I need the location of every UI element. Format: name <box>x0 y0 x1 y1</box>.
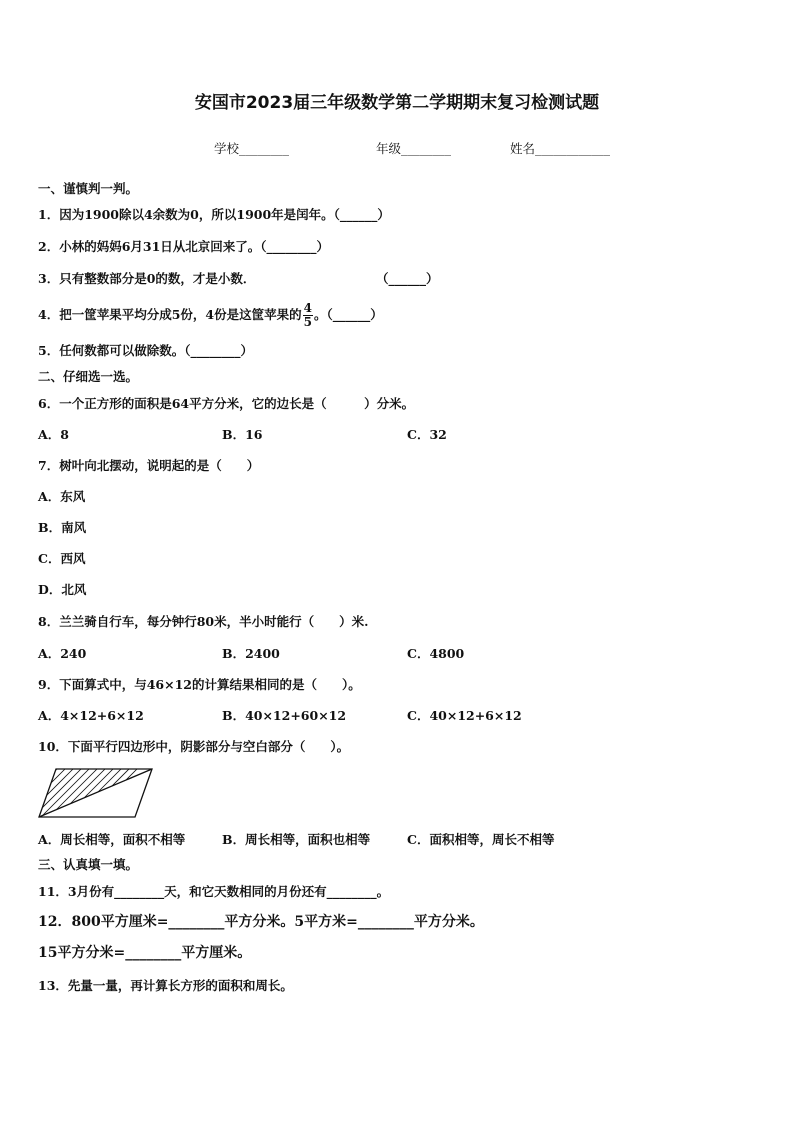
option-9c: C．40×12+6×12 <box>407 708 522 723</box>
section-3-heading: 三、认真填一填。 <box>38 857 139 872</box>
option-6b: B．16 <box>222 427 263 442</box>
fraction-four-fifths <box>303 302 313 329</box>
parallelogram-figure <box>36 766 156 820</box>
question-10: 10．下面平行四边形中，阴影部分与空白部分（ ）。 <box>38 739 350 754</box>
name-field: 姓名____________ <box>510 141 611 156</box>
section-1-heading: 一、谨慎判一判。 <box>38 181 139 196</box>
question-12: 12．800平方厘米=________平方分米。5平方米=________平方分米。 <box>38 914 484 930</box>
school-field: 学校________ <box>214 141 290 156</box>
section-2-heading: 二、仔细选一选。 <box>38 369 139 384</box>
option-8a: A．240 <box>38 646 87 661</box>
question-11: 11．3月份有________天，和它天数相同的月份还有________。 <box>38 884 390 899</box>
option-8c: C．4800 <box>407 646 465 661</box>
question-4 <box>38 297 383 333</box>
option-9b: B．40×12+60×12 <box>222 708 347 723</box>
fraction-numerator: 4 <box>303 301 312 315</box>
question-5: 5．任何数都可以做除数。（________） <box>38 343 253 358</box>
option-7d: D．北风 <box>38 582 87 597</box>
question-4-text: 4．把一筐苹果平均分成5份，4份是这筐苹果的 <box>38 307 302 322</box>
option-6a: A．8 <box>38 427 69 442</box>
fraction-denominator: 5 <box>303 315 312 329</box>
option-7b: B．南风 <box>38 520 87 535</box>
question-12-continued: 15平方分米=________平方厘米。 <box>38 945 252 961</box>
question-6: 6．一个正方形的面积是64平方分米，它的边长是（ ）分米。 <box>38 396 415 411</box>
grade-field: 年级________ <box>376 141 452 156</box>
question-3: 3．只有整数部分是0的数，才是小数． <box>38 271 256 286</box>
question-4-blank: 。（______） <box>313 307 383 322</box>
option-9a: A．4×12+6×12 <box>38 708 144 723</box>
option-6c: C．32 <box>407 427 447 442</box>
question-3-blank: （______） <box>376 271 439 286</box>
option-10c: C．面积相等，周长不相等 <box>407 832 555 847</box>
question-7: 7．树叶向北摆动，说明起的是（ ） <box>38 458 260 473</box>
page-title: 安国市2023届三年级数学第二学期期末复习检测试题 <box>194 93 600 113</box>
question-13: 13．先量一量，再计算长方形的面积和周长。 <box>38 978 293 993</box>
question-1: 1．因为1900除以4余数为0，所以1900年是闰年。（______） <box>38 207 390 222</box>
question-9: 9．下面算式中，与46×12的计算结果相同的是（ ）。 <box>38 677 361 692</box>
option-10a: A．周长相等，面积不相等 <box>38 832 186 847</box>
option-10b: B．周长相等，面积也相等 <box>222 832 371 847</box>
option-7a: A．东风 <box>38 489 86 504</box>
option-7c: C．西风 <box>38 551 86 566</box>
question-8: 8．兰兰骑自行车，每分钟行80米，半小时能行（ ）米. <box>38 614 369 629</box>
question-2: 2．小林的妈妈6月31日从北京回来了。（________） <box>38 239 330 254</box>
option-8b: B．2400 <box>222 646 280 661</box>
